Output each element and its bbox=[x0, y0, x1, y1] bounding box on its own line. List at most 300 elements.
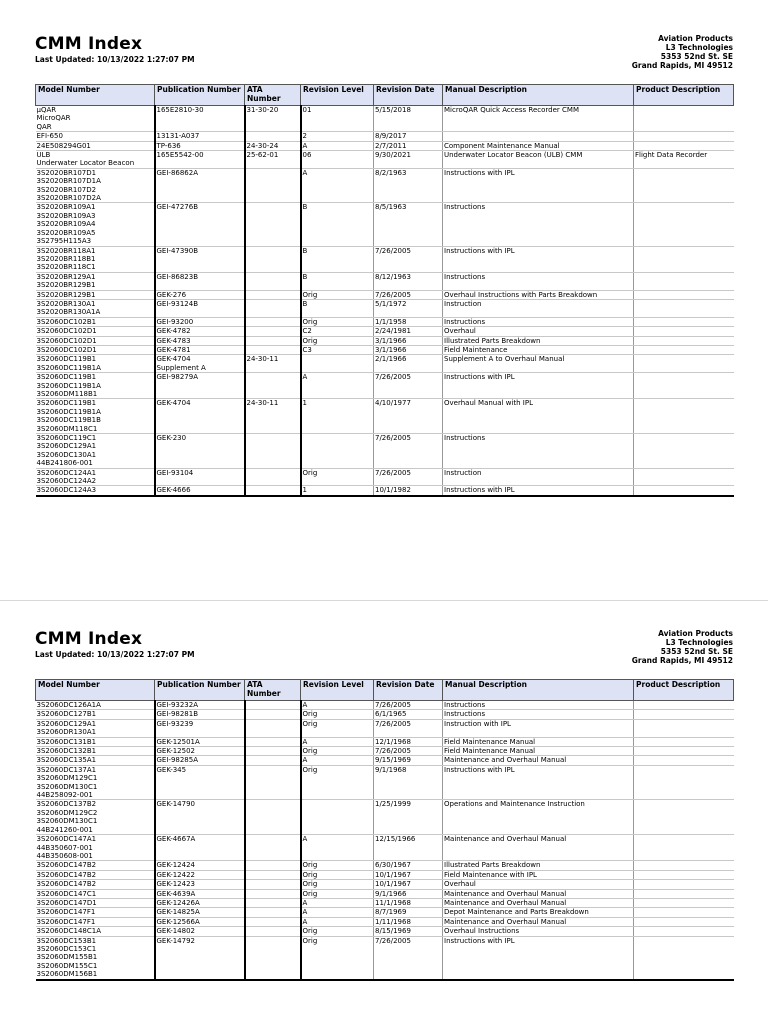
model-number-cell bbox=[36, 327, 155, 336]
publication-number-cell bbox=[155, 880, 245, 889]
publication-number-cell bbox=[155, 327, 245, 336]
model-number-cell bbox=[36, 434, 155, 469]
model-number-cell bbox=[36, 246, 155, 272]
publication-number-cell bbox=[155, 701, 245, 710]
ata-number-cell bbox=[245, 345, 301, 354]
address-line: 5353 52nd St. SE bbox=[660, 52, 733, 61]
cell-line: 3S2060DC131B1 bbox=[36, 737, 97, 746]
manual-description-cell: Instructions bbox=[443, 710, 634, 719]
cell-line: 3S2020BR118C1 bbox=[36, 263, 96, 272]
manual-description-cell: Instruction bbox=[443, 468, 634, 486]
model-number-cell bbox=[36, 345, 155, 354]
model-number-cell bbox=[36, 719, 155, 737]
model-number-cell bbox=[36, 151, 155, 169]
cell-line: GEK-12502 bbox=[156, 747, 195, 756]
revision-date-cell: 5/1/1972 bbox=[374, 299, 443, 317]
cell-line: 3S2020BR107D1A bbox=[36, 177, 101, 186]
column-header: Manual Description bbox=[443, 85, 634, 106]
cell-line: GEK-14792 bbox=[156, 936, 195, 945]
revision-level-cell: A bbox=[301, 373, 374, 399]
product-description-cell bbox=[634, 203, 734, 246]
revision-level-cell: Orig bbox=[301, 936, 374, 980]
model-number-cell bbox=[36, 290, 155, 299]
product-description-cell: Flight Data Recorder bbox=[634, 151, 734, 169]
revision-level-cell: 1 bbox=[301, 486, 374, 496]
table-row bbox=[36, 710, 734, 719]
cell-line: Supplement A bbox=[156, 363, 206, 372]
cell-line: 3S2060DM130C1 bbox=[36, 817, 98, 826]
cell-line: 3S2020BR109A5 bbox=[36, 228, 96, 237]
ata-number-cell: 24-30-24 bbox=[245, 141, 301, 150]
cell-line: QAR bbox=[36, 122, 52, 131]
revision-date-cell: 7/26/2005 bbox=[374, 468, 443, 486]
cell-line: GEK-4704 bbox=[156, 399, 191, 408]
product-description-cell bbox=[634, 889, 734, 898]
cell-line: GEK-12426A bbox=[156, 898, 200, 907]
cell-line: Underwater Locator Beacon bbox=[36, 159, 135, 168]
manual-description-cell: Field Maintenance Manual bbox=[443, 737, 634, 746]
manual-description-cell: Instructions with IPL bbox=[443, 936, 634, 980]
revision-level-cell: Orig bbox=[301, 889, 374, 898]
page-header bbox=[35, 629, 733, 669]
table-row bbox=[36, 908, 734, 917]
publication-number-cell bbox=[155, 246, 245, 272]
revision-level-cell: Orig bbox=[301, 290, 374, 299]
revision-level-cell bbox=[301, 800, 374, 835]
cell-line: 3S2060DC119B1A bbox=[36, 407, 101, 416]
table-row bbox=[36, 327, 734, 336]
cell-line: GEK-14825A bbox=[156, 908, 200, 917]
revision-date-cell: 11/1/1968 bbox=[374, 898, 443, 907]
ata-number-cell bbox=[245, 299, 301, 317]
table-row bbox=[36, 880, 734, 889]
cell-line: 3S2060DC119B1 bbox=[36, 373, 97, 382]
publication-number-cell bbox=[155, 861, 245, 870]
product-description-cell bbox=[634, 434, 734, 469]
revision-level-cell: Orig bbox=[301, 927, 374, 936]
publication-number-cell bbox=[155, 889, 245, 898]
revision-date-cell: 12/1/1968 bbox=[374, 737, 443, 746]
ata-number-cell bbox=[245, 835, 301, 861]
manual-description-cell: Instructions with IPL bbox=[443, 246, 634, 272]
cell-line: 3S2020BR107D2A bbox=[36, 194, 101, 203]
ata-number-cell bbox=[245, 486, 301, 496]
cell-line: 3S2060DC119B1B bbox=[36, 416, 101, 425]
revision-date-cell: 3/1/1966 bbox=[374, 336, 443, 345]
cell-line: GEK-14802 bbox=[156, 927, 195, 936]
table-row bbox=[36, 290, 734, 299]
cell-line: GEK-4704 bbox=[156, 355, 191, 364]
publication-number-cell bbox=[155, 272, 245, 290]
ata-number-cell bbox=[245, 168, 301, 203]
ata-number-cell bbox=[245, 701, 301, 710]
table-row bbox=[36, 151, 734, 169]
revision-level-cell: Orig bbox=[301, 765, 374, 800]
product-description-cell bbox=[634, 141, 734, 150]
model-number-cell bbox=[36, 917, 155, 926]
cell-line: 24E508294G01 bbox=[36, 141, 91, 150]
cell-line: 3S2060DC147C1 bbox=[36, 889, 97, 898]
product-description-cell bbox=[634, 336, 734, 345]
column-header: Model Number bbox=[36, 680, 155, 701]
column-header: Publication Number bbox=[155, 680, 245, 701]
publication-number-cell bbox=[155, 719, 245, 737]
cell-line: 3S2060DC147B2 bbox=[36, 880, 97, 889]
cell-line: 44B241260-001 bbox=[36, 825, 93, 834]
cell-line: 3S2060DC102B1 bbox=[36, 317, 97, 326]
column-header: Product Description bbox=[634, 680, 734, 701]
cell-line: 3S2060DC147B2 bbox=[36, 861, 97, 870]
cell-line: 3S2060DR130A1 bbox=[36, 728, 97, 737]
product-description-cell bbox=[634, 936, 734, 980]
table-row bbox=[36, 373, 734, 399]
revision-date-cell: 6/30/1967 bbox=[374, 861, 443, 870]
product-description-cell bbox=[634, 168, 734, 203]
manual-description-cell: Instructions with IPL bbox=[443, 486, 634, 496]
revision-date-cell: 9/1/1966 bbox=[374, 889, 443, 898]
cell-line: GEK-4666 bbox=[156, 486, 191, 495]
cell-line: 3S2020BR129B1 bbox=[36, 290, 96, 299]
cell-line: 13131-A037 bbox=[156, 132, 200, 141]
revision-level-cell: Orig bbox=[301, 880, 374, 889]
manual-description-cell: Overhaul Instructions bbox=[443, 927, 634, 936]
publication-number-cell bbox=[155, 151, 245, 169]
cell-line: 3S2060DM155C1 bbox=[36, 961, 98, 970]
publication-number-cell bbox=[155, 373, 245, 399]
publication-number-cell bbox=[155, 106, 245, 132]
manual-description-cell: Instructions bbox=[443, 272, 634, 290]
manual-description-cell: Field Maintenance with IPL bbox=[443, 870, 634, 879]
cell-line: 165E5542-00 bbox=[156, 151, 204, 160]
publication-number-cell bbox=[155, 486, 245, 496]
page-title: CMM Index bbox=[35, 34, 143, 54]
table-row bbox=[36, 141, 734, 150]
cell-line: GEK-230 bbox=[156, 434, 187, 443]
table-row bbox=[36, 272, 734, 290]
model-number-cell bbox=[36, 747, 155, 756]
cell-line: 3S2060DC102D1 bbox=[36, 327, 97, 336]
table-row bbox=[36, 889, 734, 898]
publication-number-cell bbox=[155, 132, 245, 141]
ata-number-cell bbox=[245, 373, 301, 399]
product-description-cell bbox=[634, 246, 734, 272]
cell-line: 44B350608-001 bbox=[36, 851, 93, 860]
model-number-cell bbox=[36, 373, 155, 399]
cell-line: 3S2060DC126A1A bbox=[36, 701, 101, 709]
ata-number-cell bbox=[245, 936, 301, 980]
revision-level-cell: Orig bbox=[301, 861, 374, 870]
publication-number-cell bbox=[155, 927, 245, 936]
product-description-cell bbox=[634, 701, 734, 710]
manual-description-cell: Overhaul Instructions with Parts Breakdown bbox=[443, 290, 634, 299]
cell-line: 3S2020BR130A1A bbox=[36, 308, 101, 317]
cell-line: 3S2060DM156B1 bbox=[36, 970, 98, 979]
manual-description-cell: Illustrated Parts Breakdown bbox=[443, 861, 634, 870]
product-description-cell bbox=[634, 468, 734, 486]
revision-date-cell: 1/25/1999 bbox=[374, 800, 443, 835]
table-row bbox=[36, 486, 734, 496]
cell-line: TP-636 bbox=[156, 141, 181, 150]
ata-number-cell bbox=[245, 327, 301, 336]
table-row bbox=[36, 317, 734, 326]
ata-number-cell bbox=[245, 917, 301, 926]
cell-line: 3S2060DC137A1 bbox=[36, 765, 97, 774]
table-row bbox=[36, 701, 734, 710]
product-description-cell bbox=[634, 345, 734, 354]
ata-number-cell bbox=[245, 290, 301, 299]
cell-line: 3S2020BR118A1 bbox=[36, 246, 96, 255]
table-row bbox=[36, 468, 734, 486]
model-number-cell bbox=[36, 272, 155, 290]
cell-line: GEK-12566A bbox=[156, 917, 200, 926]
cell-line: MicroQAR bbox=[36, 114, 71, 123]
model-number-cell bbox=[36, 141, 155, 150]
cell-line: 3S2060DC127B1 bbox=[36, 710, 97, 719]
table-row bbox=[36, 399, 734, 434]
model-number-cell bbox=[36, 800, 155, 835]
model-number-cell bbox=[36, 927, 155, 936]
product-description-cell bbox=[634, 765, 734, 800]
cell-line: 3S2020BR118B1 bbox=[36, 254, 96, 263]
ata-number-cell bbox=[245, 272, 301, 290]
ata-number-cell bbox=[245, 800, 301, 835]
revision-level-cell: Orig bbox=[301, 468, 374, 486]
table-header-row bbox=[36, 85, 734, 106]
product-description-cell bbox=[634, 317, 734, 326]
model-number-cell bbox=[36, 701, 155, 710]
model-number-cell bbox=[36, 355, 155, 373]
product-description-cell bbox=[634, 106, 734, 132]
model-number-cell bbox=[36, 835, 155, 861]
column-header: Publication Number bbox=[155, 85, 245, 106]
product-description-cell bbox=[634, 299, 734, 317]
revision-date-cell: 5/15/2018 bbox=[374, 106, 443, 132]
address-line: L3 Technologies bbox=[665, 638, 733, 647]
cell-line: 44B258092-001 bbox=[36, 791, 93, 800]
revision-date-cell: 9/15/1969 bbox=[374, 756, 443, 765]
cell-line: 3S2060DM118C1 bbox=[36, 424, 98, 433]
product-description-cell bbox=[634, 800, 734, 835]
column-header: Revision Date bbox=[374, 85, 443, 106]
manual-description-cell: Instruction bbox=[443, 299, 634, 317]
cell-line: 3S2060DC124A2 bbox=[36, 477, 97, 486]
product-description-cell bbox=[634, 272, 734, 290]
manual-description-cell: Maintenance and Overhaul Manual bbox=[443, 889, 634, 898]
product-description-cell bbox=[634, 880, 734, 889]
revision-date-cell: 7/26/2005 bbox=[374, 434, 443, 469]
ata-number-cell: 24-30-11 bbox=[245, 399, 301, 434]
publication-number-cell bbox=[155, 299, 245, 317]
product-description-cell bbox=[634, 290, 734, 299]
manual-description-cell: Overhaul bbox=[443, 880, 634, 889]
publication-number-cell bbox=[155, 835, 245, 861]
model-number-cell bbox=[36, 765, 155, 800]
manual-description-cell: Component Maintenance Manual bbox=[443, 141, 634, 150]
column-header: Revision Date bbox=[374, 680, 443, 701]
publication-number-cell bbox=[155, 908, 245, 917]
manual-description-cell: Instruction with IPL bbox=[443, 719, 634, 737]
manual-description-cell: Instructions bbox=[443, 701, 634, 710]
ata-number-cell bbox=[245, 468, 301, 486]
manual-description-cell: Instructions with IPL bbox=[443, 168, 634, 203]
table-row bbox=[36, 898, 734, 907]
cell-line: 165E2810-30 bbox=[156, 106, 204, 114]
model-number-cell bbox=[36, 756, 155, 765]
revision-date-cell: 1/1/1958 bbox=[374, 317, 443, 326]
model-number-cell bbox=[36, 861, 155, 870]
ata-number-cell bbox=[245, 870, 301, 879]
ata-number-cell bbox=[245, 719, 301, 737]
model-number-cell bbox=[36, 870, 155, 879]
model-number-cell bbox=[36, 908, 155, 917]
manual-description-cell: Instructions bbox=[443, 203, 634, 246]
cell-line: 3S2060DC147F1 bbox=[36, 917, 96, 926]
table-row bbox=[36, 936, 734, 980]
cell-line: GEI-93239 bbox=[156, 719, 194, 728]
product-description-cell bbox=[634, 132, 734, 141]
model-number-cell bbox=[36, 737, 155, 746]
cell-line: 3S2060DC132B1 bbox=[36, 747, 97, 756]
cell-line: 3S2060DM129C2 bbox=[36, 808, 98, 817]
cell-line: 3S2060DC147B2 bbox=[36, 870, 97, 879]
ata-number-cell bbox=[245, 765, 301, 800]
manual-description-cell: Instructions with IPL bbox=[443, 765, 634, 800]
revision-date-cell: 10/1/1967 bbox=[374, 880, 443, 889]
cell-line: GEK-4667A bbox=[156, 835, 196, 844]
cell-line: GEI-86862A bbox=[156, 168, 198, 177]
model-number-cell bbox=[36, 106, 155, 132]
column-header: Revision Level bbox=[301, 85, 374, 106]
table-row bbox=[36, 870, 734, 879]
model-number-cell bbox=[36, 336, 155, 345]
revision-date-cell: 7/26/2005 bbox=[374, 719, 443, 737]
cell-line: 3S2060DC129A1 bbox=[36, 442, 97, 451]
publication-number-cell bbox=[155, 290, 245, 299]
cell-line: ULB bbox=[36, 151, 51, 160]
column-header: Revision Level bbox=[301, 680, 374, 701]
cell-line: GEK-345 bbox=[156, 765, 187, 774]
revision-date-cell: 2/7/2011 bbox=[374, 141, 443, 150]
manual-description-cell: Maintenance and Overhaul Manual bbox=[443, 898, 634, 907]
revision-date-cell: 7/26/2005 bbox=[374, 290, 443, 299]
table-body bbox=[36, 701, 734, 980]
revision-date-cell: 1/11/1968 bbox=[374, 917, 443, 926]
manual-description-cell: Maintenance and Overhaul Manual bbox=[443, 917, 634, 926]
manual-description-cell bbox=[443, 132, 634, 141]
cell-line: EFI-650 bbox=[36, 132, 63, 141]
product-description-cell bbox=[634, 710, 734, 719]
model-number-cell bbox=[36, 889, 155, 898]
publication-number-cell bbox=[155, 870, 245, 879]
publication-number-cell bbox=[155, 345, 245, 354]
revision-date-cell: 10/1/1967 bbox=[374, 870, 443, 879]
revision-date-cell: 8/12/1963 bbox=[374, 272, 443, 290]
cell-line: 3S2060DC119B1A bbox=[36, 381, 101, 390]
cell-line: 3S2020BR129A1 bbox=[36, 272, 96, 281]
table-row bbox=[36, 719, 734, 737]
table-header-row bbox=[36, 680, 734, 701]
revision-level-cell: A bbox=[301, 141, 374, 150]
cell-line: 3S2060DC135A1 bbox=[36, 756, 97, 765]
table-row bbox=[36, 737, 734, 746]
publication-number-cell bbox=[155, 355, 245, 373]
revision-date-cell: 7/26/2005 bbox=[374, 701, 443, 710]
revision-level-cell bbox=[301, 434, 374, 469]
cell-line: 3S2060DC102D1 bbox=[36, 336, 97, 345]
cell-line: GEK-12423 bbox=[156, 880, 195, 889]
table-row bbox=[36, 246, 734, 272]
revision-date-cell: 8/2/1963 bbox=[374, 168, 443, 203]
ata-number-cell bbox=[245, 861, 301, 870]
publication-number-cell bbox=[155, 168, 245, 203]
publication-number-cell bbox=[155, 468, 245, 486]
model-number-cell bbox=[36, 203, 155, 246]
revision-level-cell: B bbox=[301, 272, 374, 290]
ata-number-cell bbox=[245, 927, 301, 936]
table-row bbox=[36, 345, 734, 354]
revision-level-cell: B bbox=[301, 246, 374, 272]
model-number-cell bbox=[36, 132, 155, 141]
cell-line: GEI-47390B bbox=[156, 246, 199, 255]
publication-number-cell bbox=[155, 710, 245, 719]
revision-date-cell: 6/1/1965 bbox=[374, 710, 443, 719]
revision-level-cell: A bbox=[301, 898, 374, 907]
product-description-cell bbox=[634, 737, 734, 746]
ata-number-cell bbox=[245, 317, 301, 326]
manual-description-cell: Illustrated Parts Breakdown bbox=[443, 336, 634, 345]
cell-line: GEK-12422 bbox=[156, 870, 195, 879]
product-description-cell bbox=[634, 927, 734, 936]
revision-date-cell: 9/1/1968 bbox=[374, 765, 443, 800]
manual-description-cell: Field Maintenance bbox=[443, 345, 634, 354]
revision-level-cell: Orig bbox=[301, 710, 374, 719]
revision-level-cell: 2 bbox=[301, 132, 374, 141]
page-header bbox=[35, 34, 733, 74]
product-description-cell bbox=[634, 908, 734, 917]
cell-line: 3S2060DC124A3 bbox=[36, 486, 97, 495]
cell-line: 3S2060DC119B1 bbox=[36, 355, 97, 364]
product-description-cell bbox=[634, 756, 734, 765]
ata-number-cell bbox=[245, 889, 301, 898]
company-address bbox=[632, 629, 733, 665]
cell-line: GEK-12424 bbox=[156, 861, 195, 870]
cell-line: 3S2060DC147A1 bbox=[36, 835, 97, 844]
ata-number-cell bbox=[245, 132, 301, 141]
revision-date-cell: 3/1/1966 bbox=[374, 345, 443, 354]
revision-date-cell: 9/30/2021 bbox=[374, 151, 443, 169]
product-description-cell bbox=[634, 747, 734, 756]
table-row bbox=[36, 927, 734, 936]
product-description-cell bbox=[634, 719, 734, 737]
manual-description-cell: MicroQAR Quick Access Recorder CMM bbox=[443, 106, 634, 132]
publication-number-cell bbox=[155, 317, 245, 326]
publication-number-cell bbox=[155, 936, 245, 980]
ata-number-cell bbox=[245, 203, 301, 246]
cell-line: 3S2020BR129B1 bbox=[36, 281, 96, 290]
address-line: Grand Rapids, MI 49512 bbox=[631, 61, 733, 70]
revision-level-cell: A bbox=[301, 756, 374, 765]
cell-line: 3S2060DC119B1A bbox=[36, 363, 101, 372]
ata-number-cell bbox=[245, 898, 301, 907]
cell-line: 3S2020BR107D2 bbox=[36, 185, 97, 194]
cell-line: 3S2060DC119B1 bbox=[36, 399, 97, 408]
cmm-index-table bbox=[35, 84, 734, 497]
cell-line: GEK-12501A bbox=[156, 737, 200, 746]
table-row bbox=[36, 336, 734, 345]
model-number-cell bbox=[36, 898, 155, 907]
column-header: Product Description bbox=[634, 85, 734, 106]
cell-line: GEK-4782 bbox=[156, 327, 191, 336]
